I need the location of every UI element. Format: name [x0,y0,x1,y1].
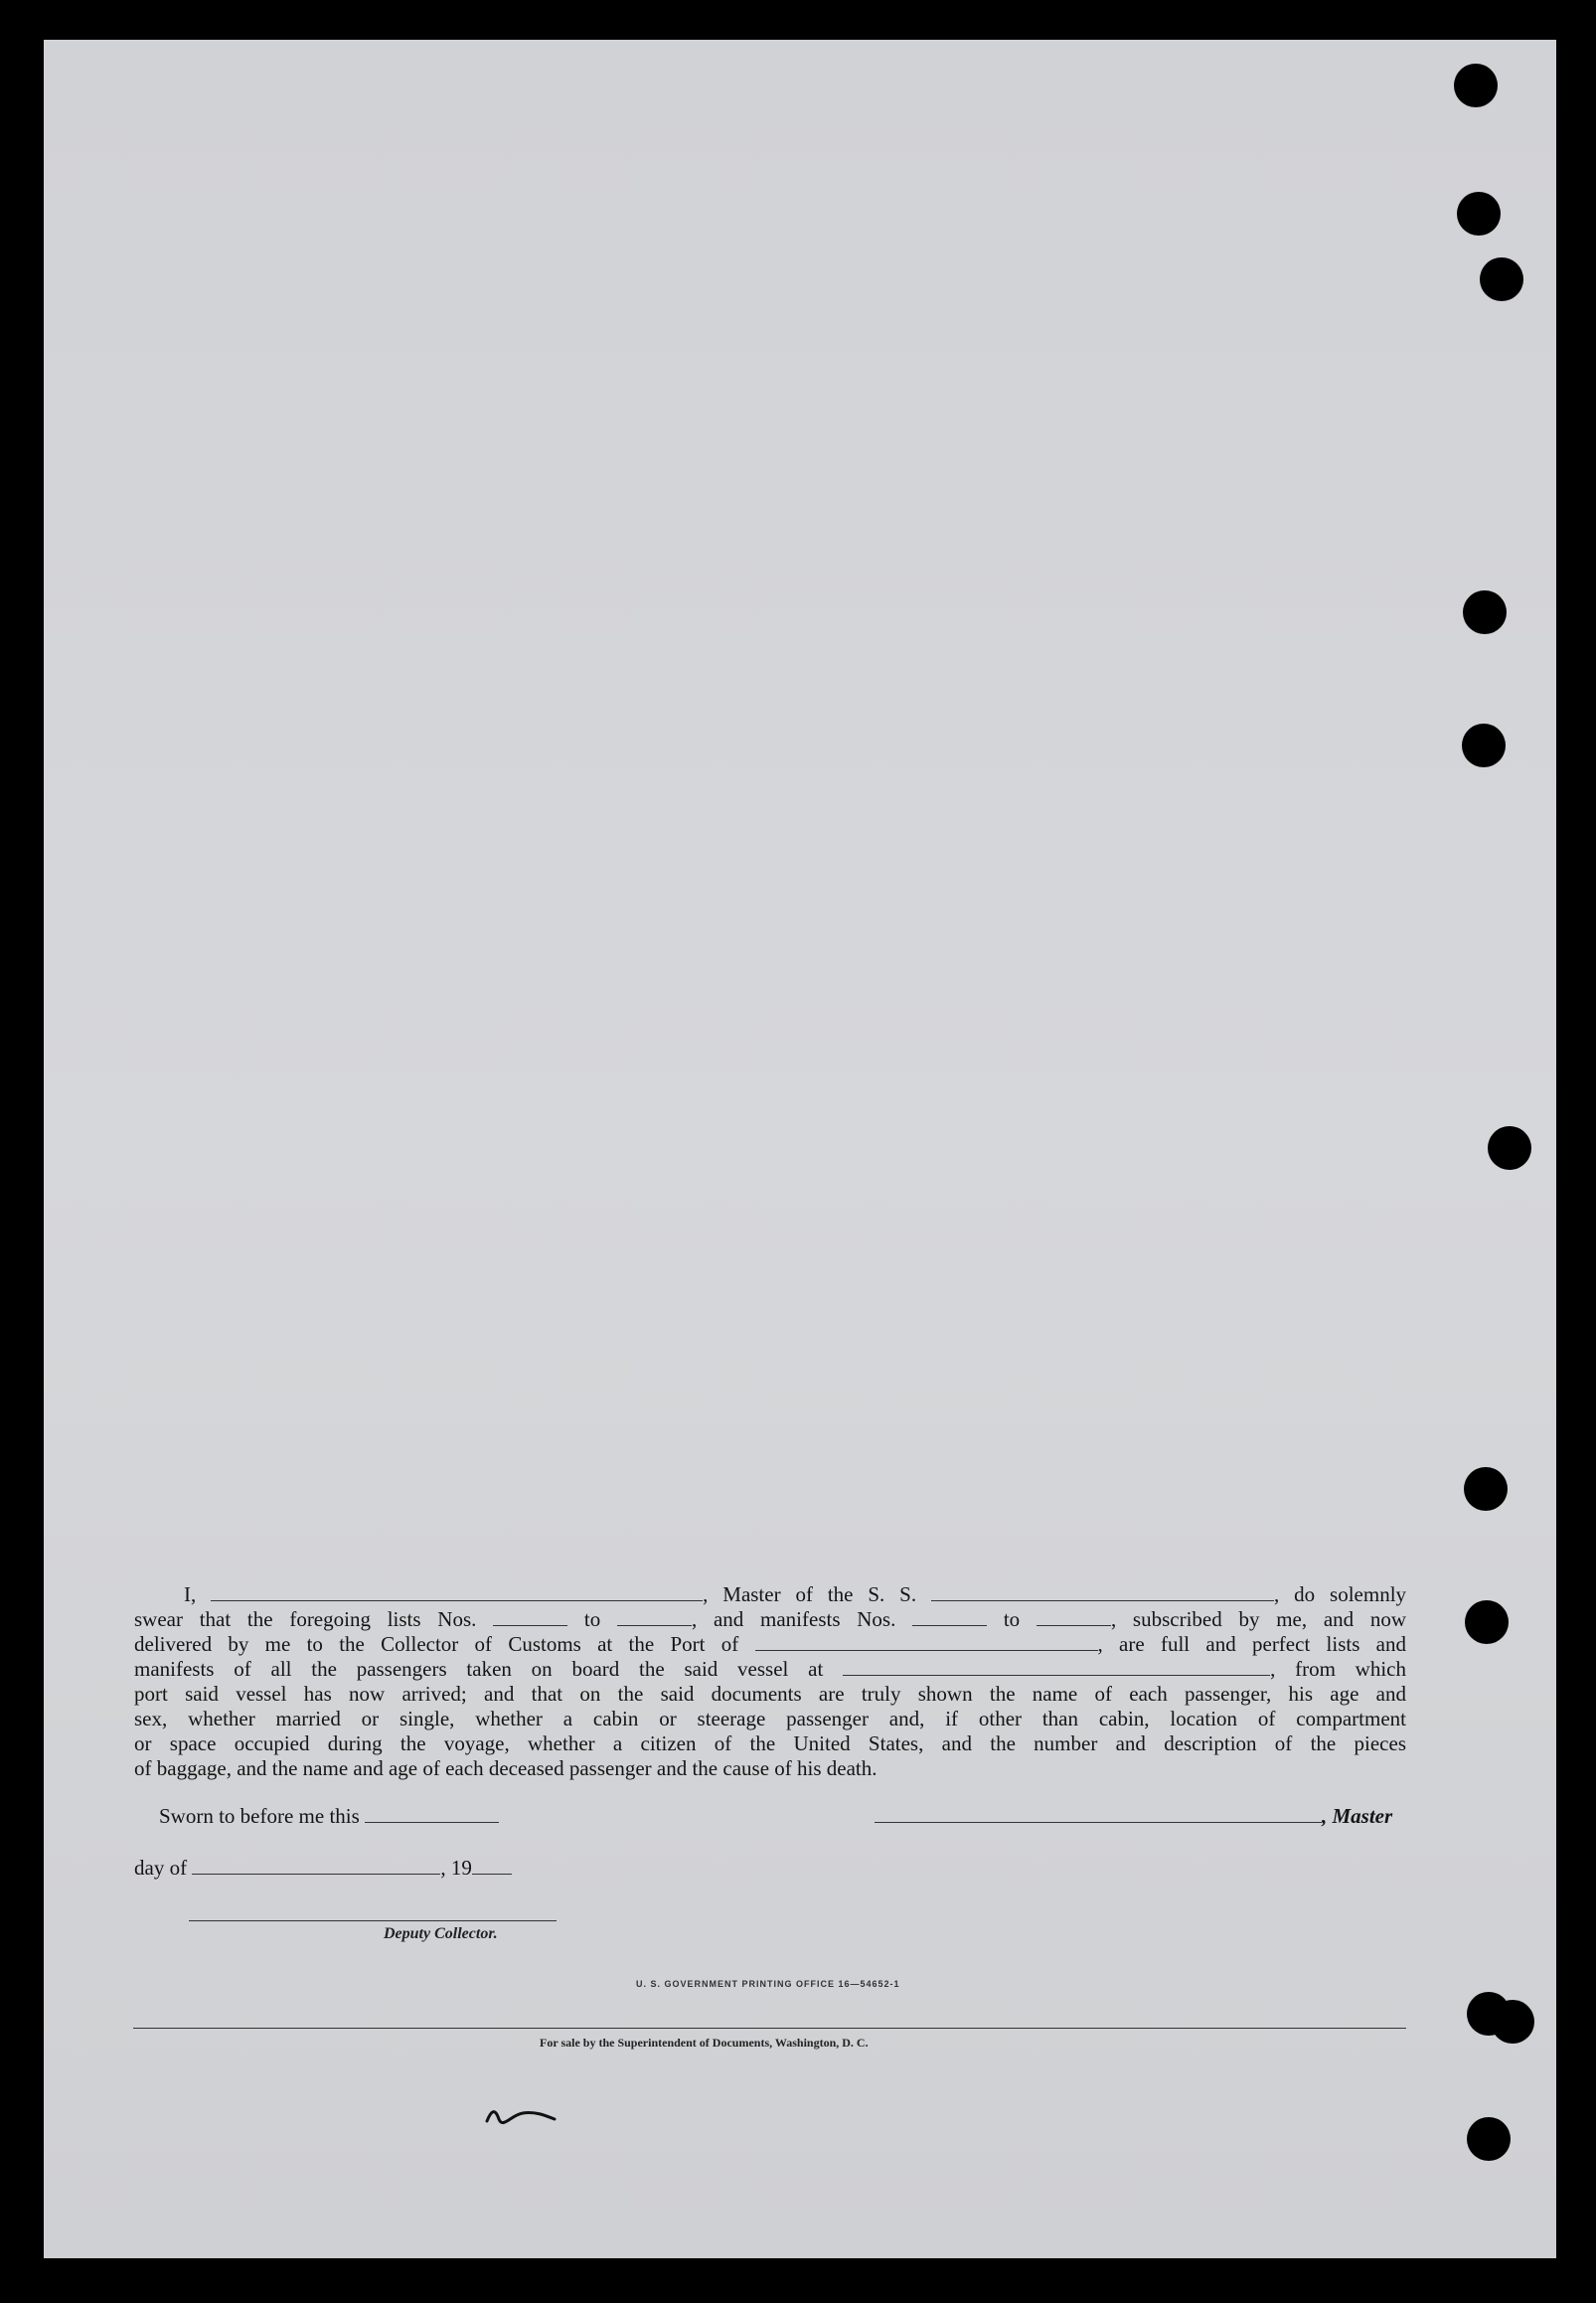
master-signature-line: , Master [875,1804,1392,1829]
oath-i: I, [184,1582,197,1606]
manifest-from-blank[interactable] [912,1611,987,1626]
manifest-to-blank[interactable] [1037,1611,1111,1626]
bleed-through [129,368,149,406]
master-name-blank[interactable] [211,1586,703,1601]
punch-hole [1463,590,1507,634]
handwritten-mark [483,2095,562,2135]
embarkation-port-blank[interactable] [843,1661,1270,1676]
date-line: day of , 19 [134,1856,512,1881]
list-to-blank[interactable] [617,1611,692,1626]
port-blank[interactable] [755,1636,1098,1651]
punch-hole [1488,1126,1531,1170]
punch-hole [1491,2000,1534,2044]
punch-hole [1462,724,1506,767]
deputy-signature-blank[interactable] [189,1920,557,1921]
punch-hole [1465,1600,1509,1644]
sworn-line: Sworn to before me this [159,1804,499,1829]
master-signature-blank[interactable] [875,1808,1322,1823]
month-blank[interactable] [192,1860,440,1875]
form-page [44,40,1556,2258]
ship-name-blank[interactable] [931,1586,1274,1601]
punch-hole [1464,1467,1508,1511]
sale-note: For sale by the Superintendent of Documents, Washington, D. C. [540,2036,869,2050]
list-from-blank[interactable] [493,1611,567,1626]
oath-paragraph: I, , Master of the S. S. , do solemnly swear that the foregoing lists Nos. to , and manifests Nos. to , subscribed by me, and now delivered by me to the Collector of Customs at the Port of , are full and perfect lists and manifests of all the passengers taken on board the said vessel at , from which port said vessel has now arrived; and that on the said documents are truly shown the name of each passenger, his age and sex, whether married or single, whether a cabin or steerage passenger and, if other than cabin, location of compartment or space occupied during the voyage, whether a citizen of the United States, and the number and description of the pieces of baggage, and the name and age of each deceased passenger and the cause of his death. [134,1582,1407,1780]
deputy-collector-label: Deputy Collector. [384,1925,498,1942]
punch-hole [1457,192,1501,236]
footer-rule [133,2028,1406,2029]
punch-hole [1467,2117,1511,2161]
punch-hole [1454,64,1498,107]
printing-office-note: U. S. GOVERNMENT PRINTING OFFICE 16—54652-1 [636,1979,900,1989]
sworn-day-blank[interactable] [365,1808,499,1823]
year-blank[interactable] [472,1860,512,1875]
punch-hole [1480,257,1523,301]
